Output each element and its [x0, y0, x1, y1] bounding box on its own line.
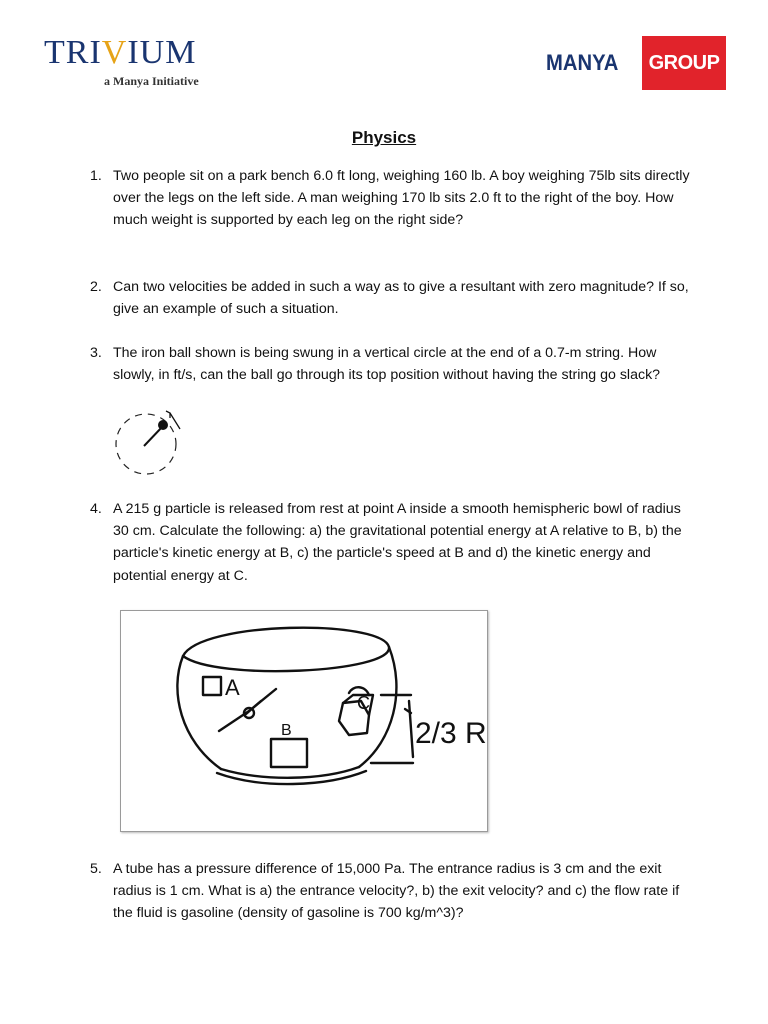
point-b-box [271, 739, 307, 767]
question-text: A 215 g particle is released from rest at point A inside a smooth hemispheric bowl of radius 30 cm. Calculate the following: a) the gravitational potential energy at A relative to B, b) the particle's kinetic energy at B, c) the particle's speed at B and d) the kinetic energy and potential energy at C. [113, 501, 682, 584]
question-text: A tube has a pressure difference of 15,000 Pa. The entrance radius is 3 cm and the exit radius is 1 cm. What is a) the entrance velocity?, b) the exit velocity? and c) the flow rate if the fluid is gasoline (density of gasoline is 700 kg/m^3)? [113, 861, 680, 922]
swinging-ball-figure [108, 404, 188, 480]
label-height: 2/3 R [415, 717, 487, 750]
point-a-box [203, 677, 221, 695]
question-4 [90, 498, 690, 587]
question-3 [90, 342, 690, 386]
question-number: 4. [90, 501, 102, 517]
group-logo-badge: GROUP [642, 36, 726, 90]
question-number: 2. [90, 279, 102, 295]
bowl-figure [120, 610, 488, 832]
question-text: Two people sit on a park bench 6.0 ft long, weighing 160 lb. A boy weighing 75lb sits directly over the legs on the left side. A man weighing 170 lb sits 2.0 ft to the right of the boy. How much weight is supported by each leg on the right side? [113, 168, 690, 229]
question-text: Can two velocities be added in such a way as to give a resultant with zero magnitude? If so, give an example of such a situation. [113, 279, 689, 318]
question-5 [90, 858, 690, 925]
question-number: 1. [90, 168, 102, 184]
question-number: 5. [90, 861, 102, 877]
trivium-logo-word: TRIVIUM [44, 34, 197, 71]
page-title: Physics [351, 128, 417, 147]
question-2 [90, 276, 690, 320]
manya-group-logo [546, 36, 726, 90]
direction-arrow [170, 413, 180, 429]
label-a: A [225, 675, 240, 700]
label-c: C [357, 693, 370, 713]
trivium-tagline: a Manya Initiative [104, 74, 199, 88]
trivium-logo [44, 36, 234, 96]
bowl-base [221, 767, 359, 778]
question-text: The iron ball shown is being swung in a vertical circle at the end of a 0.7-m string. How slowly, in ft/s, can the ball go through its top position without having the string go slack? [113, 345, 661, 384]
question-number: 3. [90, 345, 102, 361]
label-b: B [281, 722, 292, 739]
bowl-rim [183, 628, 389, 671]
trivium-logo-v-mark: V [101, 34, 128, 71]
bowl-side-left [177, 656, 221, 769]
bowl-sketch [121, 611, 487, 831]
manya-logo-word: MANYA [546, 50, 619, 75]
iron-ball [158, 420, 168, 430]
question-1 [90, 165, 690, 232]
